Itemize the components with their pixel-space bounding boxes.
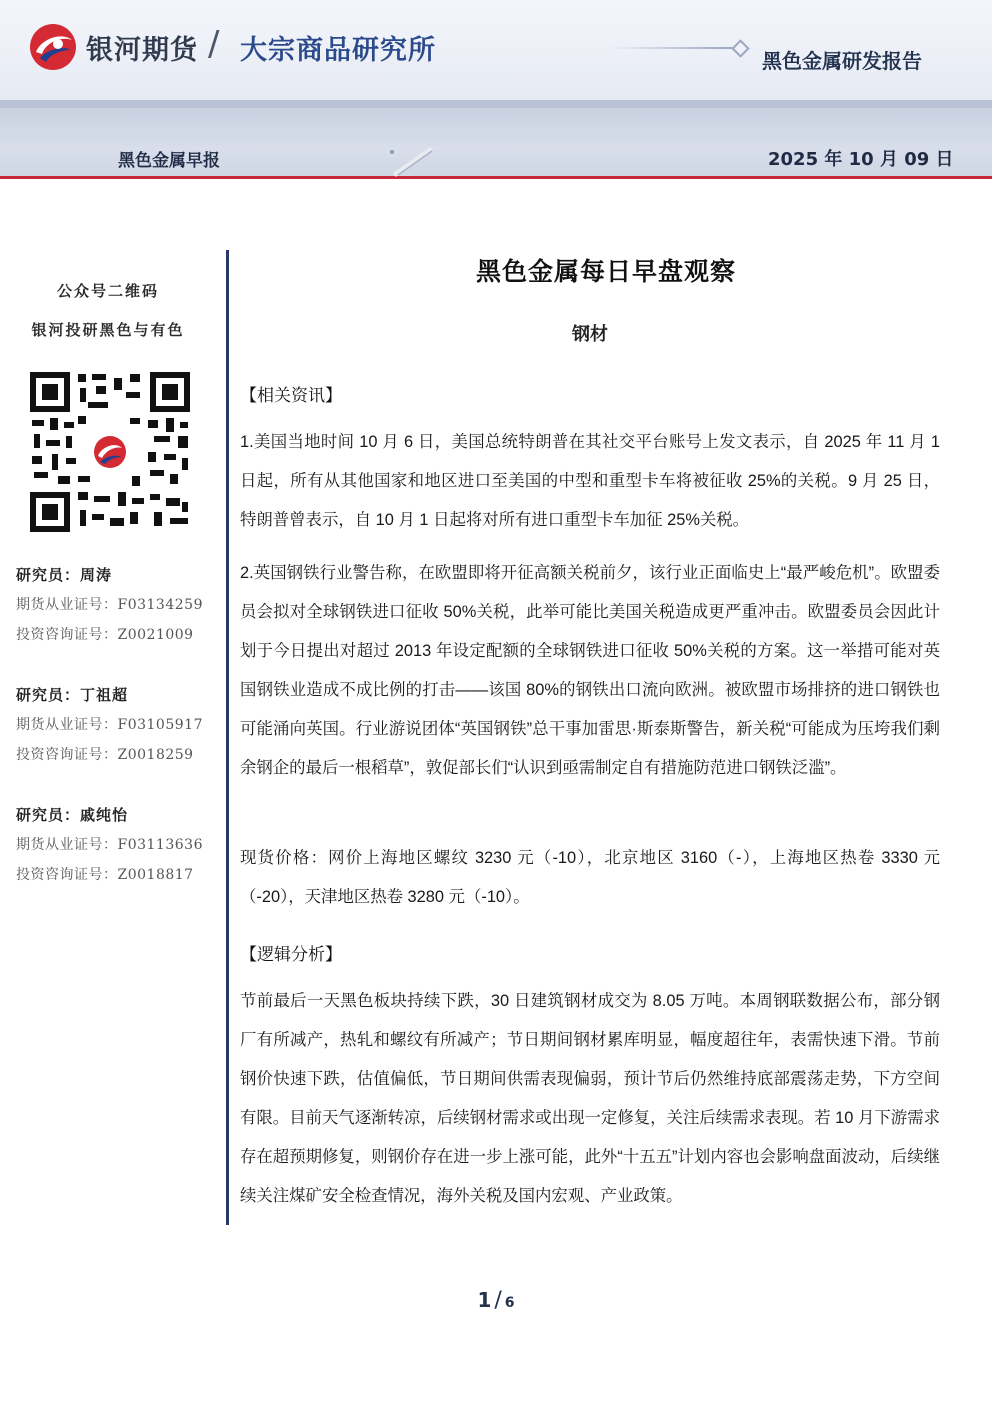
news-paragraph-1: 1.美国当地时间 10 月 6 日，美国总统特朗普在其社交平台账号上发文表示，自 2025 年 11 月 1 日起，所有从其他国家和地区进口至美国的中型和重型卡车将被征收 25%的关税。9 月 25 日，特朗普曾表示，自 10 月 1 日起将对所有进口重型卡车加征 25%关税。 bbox=[240, 433, 940, 529]
page-current: 1 bbox=[477, 1288, 492, 1312]
pen-deco-icon bbox=[382, 140, 442, 180]
analyst-name: 研究员：周涛 bbox=[16, 566, 113, 584]
header-red-rule bbox=[0, 176, 992, 179]
analyst-consult-cert: 投资咨询证号：Z0018259 bbox=[16, 747, 194, 763]
account-name: 银河投研黑色与有色 bbox=[31, 321, 185, 339]
galaxy-logo-icon bbox=[28, 22, 78, 72]
analyst-name: 研究员：丁祖超 bbox=[16, 686, 129, 704]
sidebar-divider bbox=[226, 250, 229, 1225]
analyst-consult-cert: 投资咨询证号：Z0018817 bbox=[16, 867, 194, 883]
logic-paragraph: 节前最后一天黑色板块持续下跌，30 日建筑钢材成交为 8.05 万吨。本周钢联数据公布，部分钢厂有所减产，热轧和螺纹有所减产；节日期间钢材累库明显，幅度超往年，表需快速下滑。节前钢价快速下跌，估值偏低，节日期间供需表现偏弱，预计节后仍然维持底部震荡走势，下方空间有限。目前天气逐渐转凉，后续钢材需求或出现一定修复，关注后续需求表现。若 10 月下游需求存在超预期修复，则钢价存在进一步上涨可能，此外“十五五”计划内容也会影响盘面波动，后续继续关注煤矿安全检查情况，海外关税及国内宏观、产业政策。 bbox=[240, 992, 940, 1205]
qr-code-icon bbox=[30, 372, 190, 532]
qr-label: 公众号二维码 bbox=[56, 282, 159, 300]
section-heading-logic: 【逻辑分析】 bbox=[240, 945, 342, 965]
institute-name: 大宗商品研究所 bbox=[240, 35, 436, 66]
analyst-futures-cert: 期货从业证号：F03134259 bbox=[16, 597, 203, 613]
analyst-consult-cert: 投资咨询证号：Z0021009 bbox=[16, 627, 194, 643]
report-name: 黑色金属早报 bbox=[118, 151, 220, 171]
page-separator: / bbox=[494, 1288, 502, 1313]
spot-price-paragraph: 现货价格：网价上海地区螺纹 3230 元（-10），北京地区 3160（-），上海地区热卷 3330 元（-20），天津地区热卷 3280 元（-10）。 bbox=[240, 849, 940, 906]
report-type: 黑色金属研发报告 bbox=[762, 49, 922, 73]
page-number bbox=[0, 1288, 992, 1313]
page-subtitle: 钢材 bbox=[572, 324, 608, 345]
analyst-futures-cert: 期货从业证号：F03113636 bbox=[16, 837, 203, 853]
section-heading-news: 【相关资讯】 bbox=[240, 386, 342, 406]
report-date: 2025 年 10 月 09 日 bbox=[768, 149, 954, 170]
news-paragraph-2: 2.英国钢铁行业警告称，在欧盟即将开征高额关税前夕，该行业正面临史上“最严峻危机”。欧盟委员会拟对全球钢铁进口征收 50%关税，此举可能比美国关税造成更严重冲击。欧盟委员会因此计划于今日提出对超过 2013 年设定配额的全球钢铁进口征收 50%关税的方案。这一举措可能对英国钢铁业造成不成比例的打击——该国 80%的钢铁出口流向欧洲。被欧盟市场排挤的进口钢铁也可能涌向英国。行业游说团体“英国钢铁”总干事加雷思·斯泰斯警告，新关税“可能成为压垮我们剩余钢企的最后一根稻草”，敦促部长们“认识到亟需制定自有措施防范进口钢铁泛滥”。 bbox=[240, 564, 940, 777]
header-divider-band bbox=[0, 100, 992, 108]
analyst-card bbox=[16, 800, 226, 890]
brand-name: 银河期货 bbox=[86, 35, 198, 66]
analyst-name: 研究员：戚纯怡 bbox=[16, 806, 129, 824]
page-title: 黑色金属每日早盘观察 bbox=[475, 257, 736, 286]
header-separator: / bbox=[208, 24, 220, 64]
analyst-card bbox=[16, 560, 226, 650]
header-deco-line bbox=[610, 47, 732, 49]
analyst-card bbox=[16, 680, 226, 770]
page-total: 6 bbox=[504, 1295, 515, 1311]
analyst-futures-cert: 期货从业证号：F03105917 bbox=[16, 717, 203, 733]
